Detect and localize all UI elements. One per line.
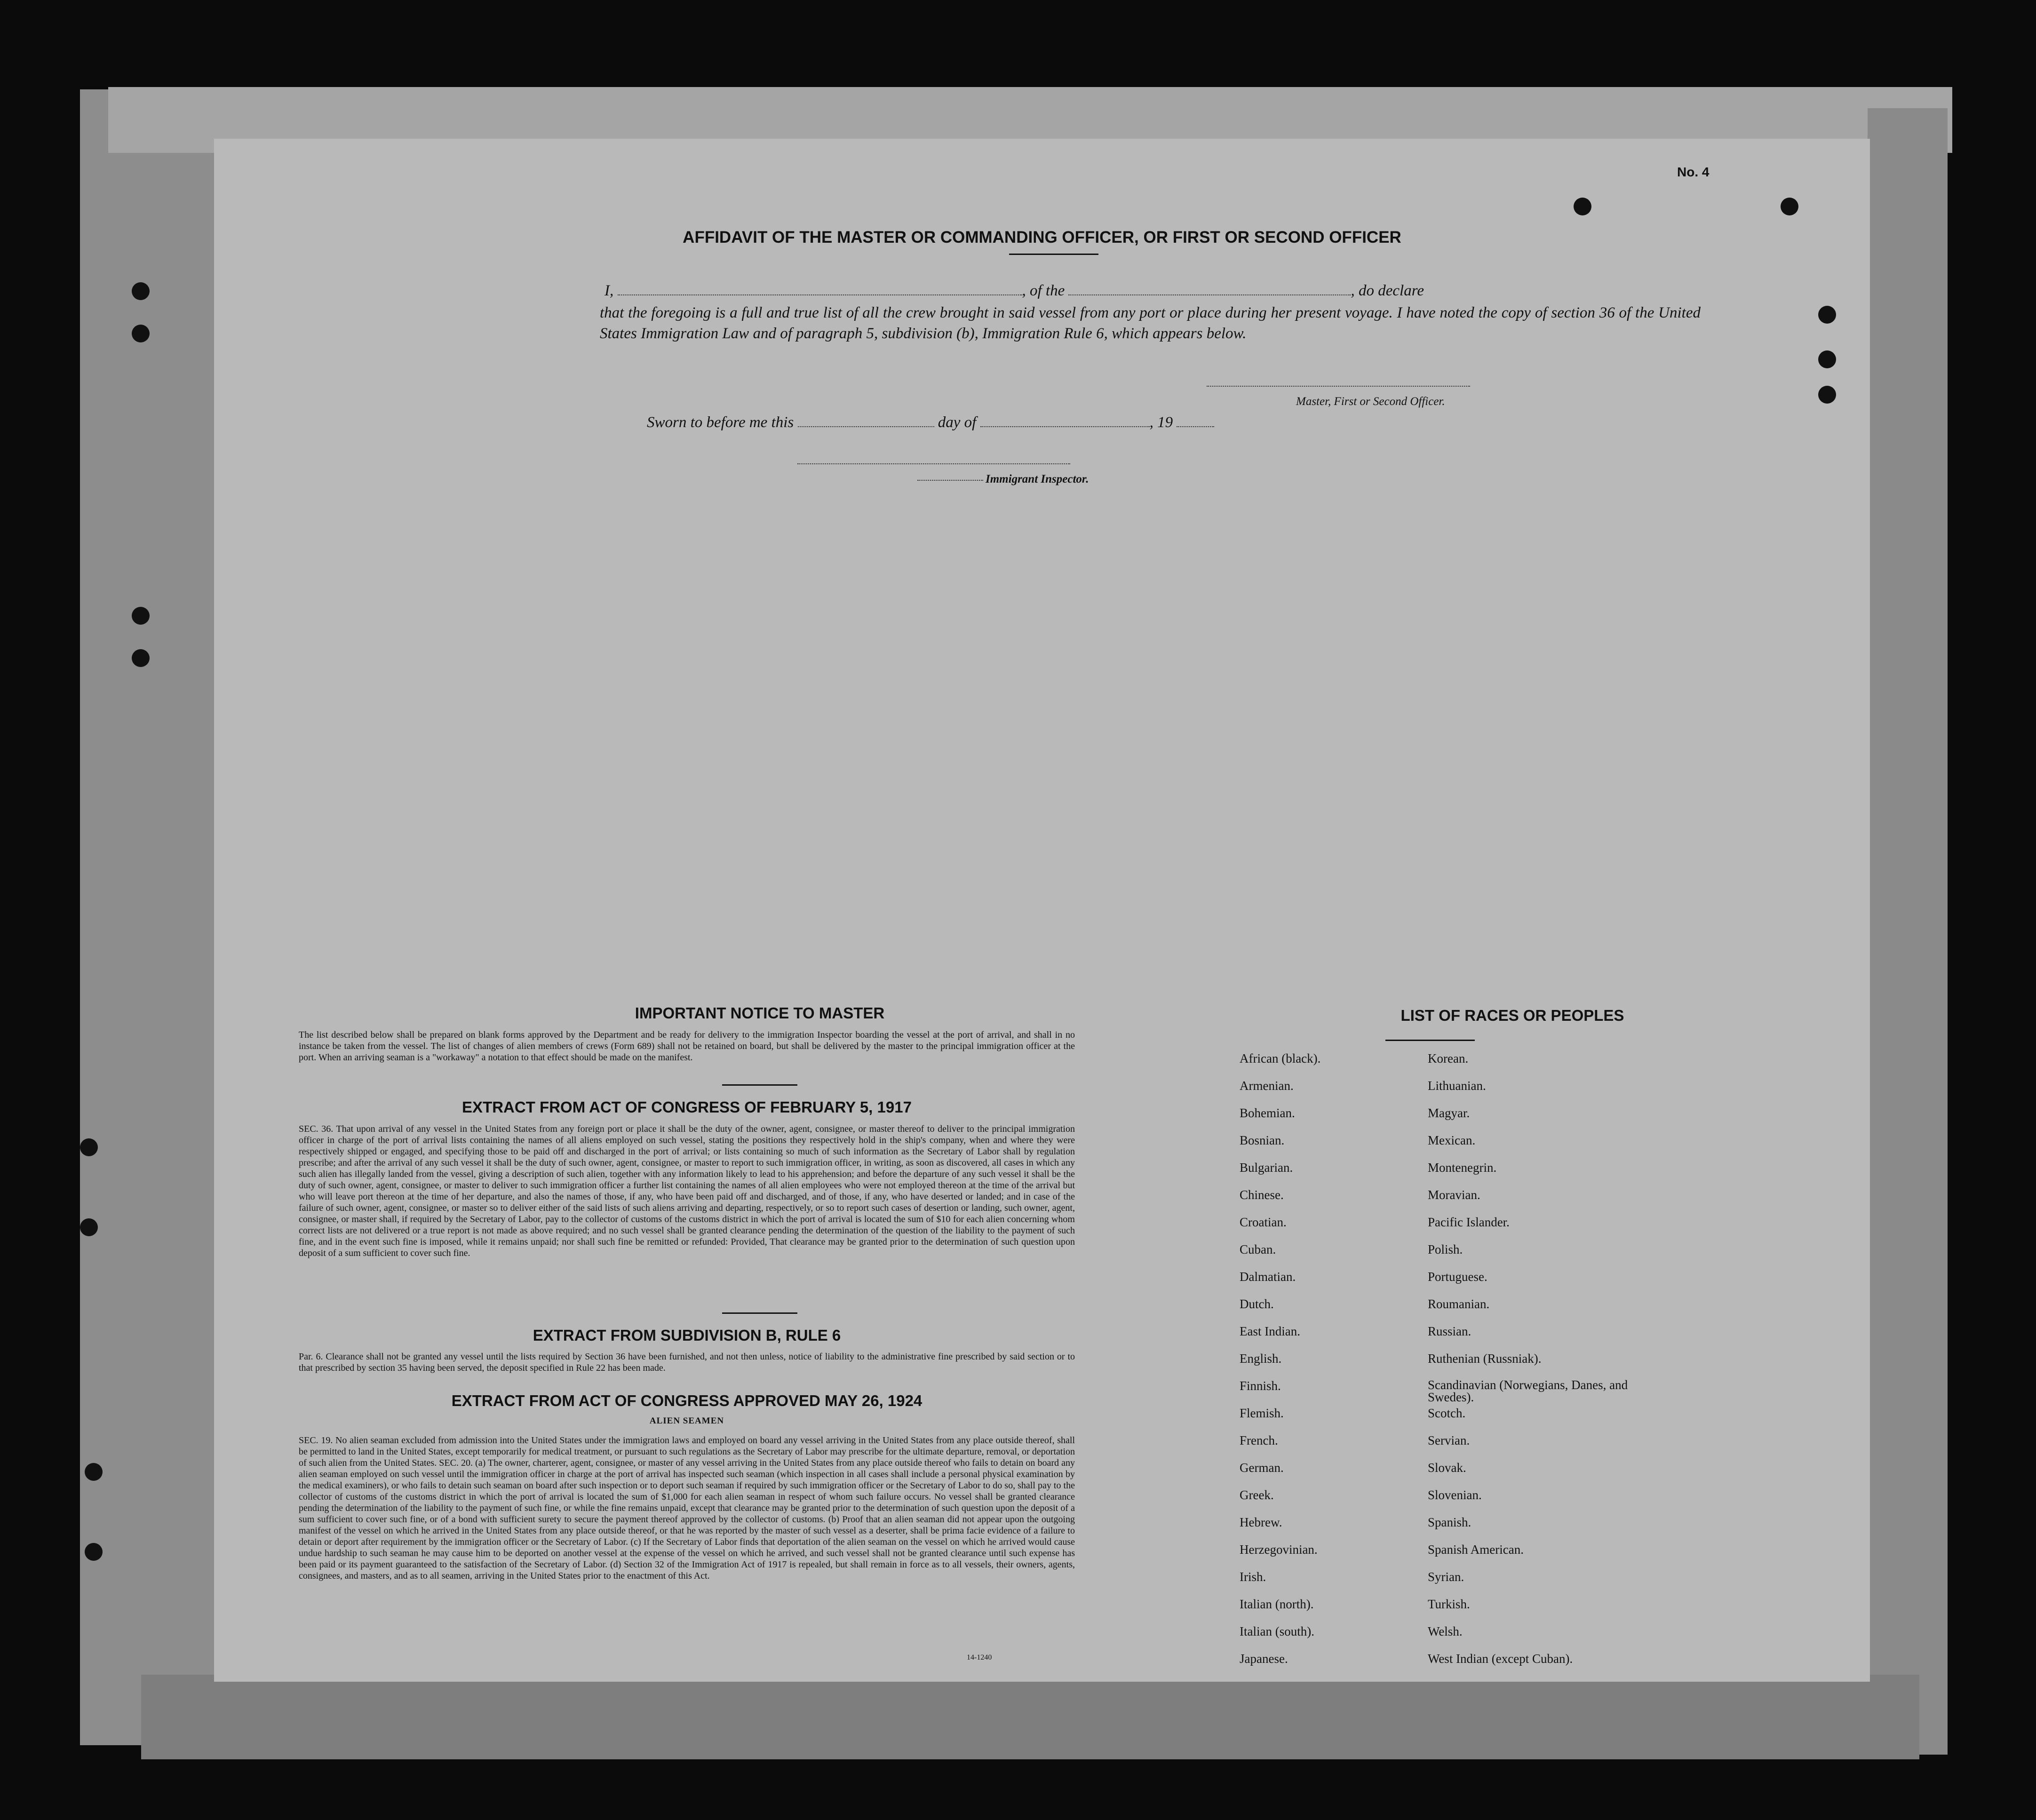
manifest-page — [214, 139, 1870, 1682]
binder-hole — [132, 282, 150, 300]
race-item: Italian (south). — [1240, 1624, 1314, 1638]
punch-hole — [1574, 198, 1591, 215]
race-item: Irish. — [1240, 1570, 1266, 1584]
race-item: French. — [1240, 1433, 1278, 1447]
binder-hole — [85, 1463, 103, 1481]
day-of-text: day of — [938, 414, 977, 431]
race-item: Dalmatian. — [1240, 1270, 1296, 1284]
binder-hole — [132, 607, 150, 625]
race-item: African (black). — [1240, 1051, 1321, 1065]
races-left-column — [1240, 1051, 1418, 1679]
race-item: Mexican. — [1428, 1133, 1476, 1147]
decl-of-the: , of the — [1022, 282, 1065, 299]
races-title: LIST OF RACES OR PEOPLES — [1400, 1007, 1624, 1024]
section-rule — [722, 1312, 797, 1314]
race-item: Magyar. — [1428, 1106, 1470, 1120]
races-right-column — [1428, 1051, 1635, 1679]
race-item: Dutch. — [1240, 1297, 1274, 1311]
extract-1917-title: EXTRACT FROM ACT OF CONGRESS OF FEBRUARY 5, 1917 — [462, 1098, 912, 1116]
month-field[interactable] — [980, 426, 1150, 427]
race-item: Herzegovinian. — [1240, 1542, 1318, 1557]
master-label: Master, First or Second Officer. — [1296, 395, 1445, 408]
page-edge-bottom — [141, 1675, 1919, 1759]
decl-i: I, — [604, 282, 614, 299]
race-item: German. — [1240, 1461, 1284, 1475]
race-item: Flemish. — [1240, 1406, 1284, 1420]
race-item: Scotch. — [1428, 1406, 1466, 1420]
master-signature-field[interactable] — [1207, 386, 1470, 387]
inspector-label: Immigrant Inspector. — [986, 473, 1089, 485]
race-item: Italian (north). — [1240, 1597, 1314, 1611]
vessel-field[interactable] — [1068, 294, 1351, 295]
affidavit-title: AFFIDAVIT OF THE MASTER OR COMMANDING OFFICER, OR FIRST OR SECOND OFFICER — [683, 228, 1401, 246]
race-item: English. — [1240, 1351, 1282, 1366]
inspector-dots — [917, 480, 983, 481]
title-rule — [1009, 254, 1098, 255]
binder-hole — [85, 1543, 103, 1561]
binder-hole — [80, 1218, 98, 1236]
page-number: No. 4 — [1677, 165, 1710, 179]
page-edge-left — [80, 89, 221, 1745]
rule6-title: EXTRACT FROM SUBDIVISION B, RULE 6 — [533, 1327, 841, 1344]
race-item: Ruthenian (Russniak). — [1428, 1351, 1542, 1366]
race-item: Greek. — [1240, 1488, 1274, 1502]
affidavit-body: that the foregoing is a full and true list of all the crew brought in said vessel from any port or place during her present voyage. I have noted the copy of section 36 of the United States Immigration Law and of paragraph 5, subdivision (b), Immigration Rule 6, which appears below. — [600, 304, 1701, 342]
race-item: Bosnian. — [1240, 1133, 1285, 1147]
binder-hole — [132, 649, 150, 667]
punch-hole — [1818, 386, 1836, 404]
day-field[interactable] — [798, 426, 934, 427]
race-item: Slovak. — [1428, 1461, 1466, 1475]
race-item: Korean. — [1428, 1051, 1469, 1065]
race-item: Chinese. — [1240, 1188, 1284, 1202]
race-item: Roumanian. — [1428, 1297, 1490, 1311]
races-rule — [1385, 1040, 1475, 1041]
extract-1917-body: SEC. 36. That upon arrival of any vessel in the United States from any foreign port or place it shall be the duty of the owner, agent, consignee, or master thereof to deliver to the principal immigration officer in charge of the port of arrival lists containing the names of all aliens employed on such vessel, stating the positions they respectively hold in the ship's company, when and where they were respectively shipped or engaged, and specifying those to be paid off and discharged in the port of arrival; or lists containing so much of such information as the Secretary of Labor shall by regulation prescribe; and after the arrival of any such vessel it shall be the duty of such owner, agent, consignee, or master to report to such immigration officer, in writing, as soon as discovered, all cases in which any such alien has illegally landed from the vessel, giving a description of such alien, together with any information likely to lead to his apprehension; and before the departure of any such vessel it shall be the duty of such owner, agent, consignee, or master to deliver to such immigration officer a further list containing the names of all alien employees who were not employed thereon at the time of the arrival but who will leave port thereon at the time of her departure, and also the names of those, if any, who have been paid off and discharged, and of those, if any, who have deserted or landed; and in case of the failure of such owner, agent, consignee, or master so to deliver either of the said lists of such aliens arriving and departing, respectively, or so to report such cases of desertion or landing, such owner, agent, consignee, or master shall, if required by the Secretary of Labor, pay to the collector of customs of the customs district in which the port of arrival is located the sum of $10 for each alien concerning whom correct lists are not delivered or a true report is not made as above required; and no such vessel shall be granted clearance pending the determination of the question of the liability to the payment of such fine, and in the event such fine is imposed, while it remains unpaid; nor shall such fine be remitted or refunded: Provided, That clearance may be granted prior to the determination of such question upon deposit of a sum sufficient to cover such fine. — [299, 1124, 1075, 1258]
race-item: Armenian. — [1240, 1079, 1294, 1093]
notice-title: IMPORTANT NOTICE TO MASTER — [635, 1004, 885, 1022]
race-item: Scandinavian (Norwegians, Danes, and Swedes). — [1428, 1378, 1628, 1404]
decl-do-declare: , do declare — [1351, 282, 1424, 299]
binder-hole — [80, 1138, 98, 1156]
race-item: Bulgarian. — [1240, 1160, 1293, 1175]
year-field[interactable] — [1177, 426, 1214, 427]
race-item: Croatian. — [1240, 1215, 1287, 1229]
race-item: West Indian (except Cuban). — [1428, 1652, 1573, 1666]
race-item: Turkish. — [1428, 1597, 1470, 1611]
race-item: East Indian. — [1240, 1324, 1300, 1338]
race-item: Servian. — [1428, 1433, 1470, 1447]
race-item: Slovenian. — [1428, 1488, 1482, 1502]
sworn-line — [647, 414, 1214, 431]
extract-1924-subtitle: ALIEN SEAMEN — [649, 1416, 724, 1426]
rule6-body: Par. 6. Clearance shall not be granted any vessel until the lists required by Section 36 have been furnished, and not then unless, notice of liability to the administrative fine prescribed by said section or to that prescribed by section 35 having been served, the deposit specified in Rule 22 has been made. — [299, 1351, 1075, 1373]
name-field[interactable] — [618, 294, 1022, 295]
extract-1924-title: EXTRACT FROM ACT OF CONGRESS APPROVED MAY 26, 1924 — [451, 1392, 923, 1409]
race-item: Syrian. — [1428, 1570, 1464, 1584]
notice-body: The list described below shall be prepared on blank forms approved by the Department and be ready for delivery to the immigration Inspector boarding the vessel at the port of arrival, and shall in no instance be taken from the vessel. The list of changes of alien members of crews (Form 689) shall not be retained on board, but shall be delivered by the master to the principal immigration officer at the port. When an arriving seaman is a "workaway" a notation to that effect should be made on the manifest. — [299, 1030, 1075, 1063]
race-item: Montenegrin. — [1428, 1160, 1497, 1175]
punch-hole — [1818, 350, 1836, 368]
page-edge-right — [1868, 108, 1948, 1755]
binder-hole — [132, 325, 150, 342]
punch-hole — [1781, 198, 1798, 215]
race-item: Welsh. — [1428, 1624, 1463, 1638]
race-item: Pacific Islander. — [1428, 1215, 1510, 1229]
year-prefix: , 19 — [1149, 414, 1173, 431]
race-item: Portuguese. — [1428, 1270, 1487, 1284]
punch-hole — [1818, 306, 1836, 324]
race-item: Moravian. — [1428, 1188, 1480, 1202]
declaration-line — [604, 282, 1696, 300]
race-item: Spanish. — [1428, 1515, 1471, 1529]
race-item: Spanish American. — [1428, 1542, 1524, 1557]
extract-1924-body: SEC. 19. No alien seaman excluded from admission into the United States under the immigration laws and employed on board any vessel arriving in the United States from any place outside thereof, shall be permitted to land in the United States, except temporarily for medical treatment, or pursuant to such regulations as the Secretary of Labor may prescribe for the ultimate departure, removal, or deportation of such alien from the United States. SEC. 20. (a) The owner, charterer, agent, consignee, or master of any vessel arriving in the United States from any place outside thereof who fails to detain on board any alien seaman employed on such vessel until the immigration officer in charge at the port of arrival has inspected such seaman (which inspection in all cases shall include a personal physical examination by the medical examiners), or who fails to detain such seaman on board after such inspection or to deport such seaman if required by such immigration officer or the Secretary of Labor to do so, shall pay to the collector of customs of the customs district in which the port of arrival is located the sum of $1,000 for each alien seaman in respect of whom such failure occurs. No vessel shall be granted clearance pending the determination of the liability to the payment of such fine, or while the fine remains unpaid, except that clearance may be granted prior to the determination of such question upon the deposit of a sum sufficient to cover such fine, or of a bond with sufficient surety to secure the payment thereof approved by the collector of customs. (b) Proof that an alien seaman did not appear upon the outgoing manifest of the vessel on which he arrived in the United States from any place outside thereof, or that he was reported by the master of such vessel as a deserter, shall be prima facie evidence of a failure to detain or deport after requirement by the immigration officer or the Secretary of Labor. (c) If the Secretary of Labor finds that deportation of the alien seaman on the vessel on which he arrived would cause undue hardship to such seaman he may cause him to be deported on another vessel at the expense of the vessel on which he arrived, and such vessel shall not be granted clearance until such expense has been paid or its payment guaranteed to the satisfaction of the Secretary of Labor. (d) Section 32 of the Immigration Act of 1917 is repealed, but shall remain in force as to all vessels, their owners, agents, consignees, and masters, and as to all seamen, arriving in the United States prior to the enactment of this Act. — [299, 1435, 1075, 1581]
race-item: Polish. — [1428, 1242, 1463, 1256]
sworn-text: Sworn to before me this — [647, 414, 794, 431]
race-item: Bohemian. — [1240, 1106, 1295, 1120]
race-item: Russian. — [1428, 1324, 1471, 1338]
race-item: Hebrew. — [1240, 1515, 1282, 1529]
form-number: 14-1240 — [967, 1653, 992, 1661]
race-item: Japanese. — [1240, 1652, 1288, 1666]
race-item: Lithuanian. — [1428, 1079, 1486, 1093]
race-item: Finnish. — [1240, 1379, 1281, 1393]
race-item: Cuban. — [1240, 1242, 1276, 1256]
inspector-signature-field[interactable] — [797, 463, 1070, 464]
notice-rule — [722, 1084, 797, 1086]
